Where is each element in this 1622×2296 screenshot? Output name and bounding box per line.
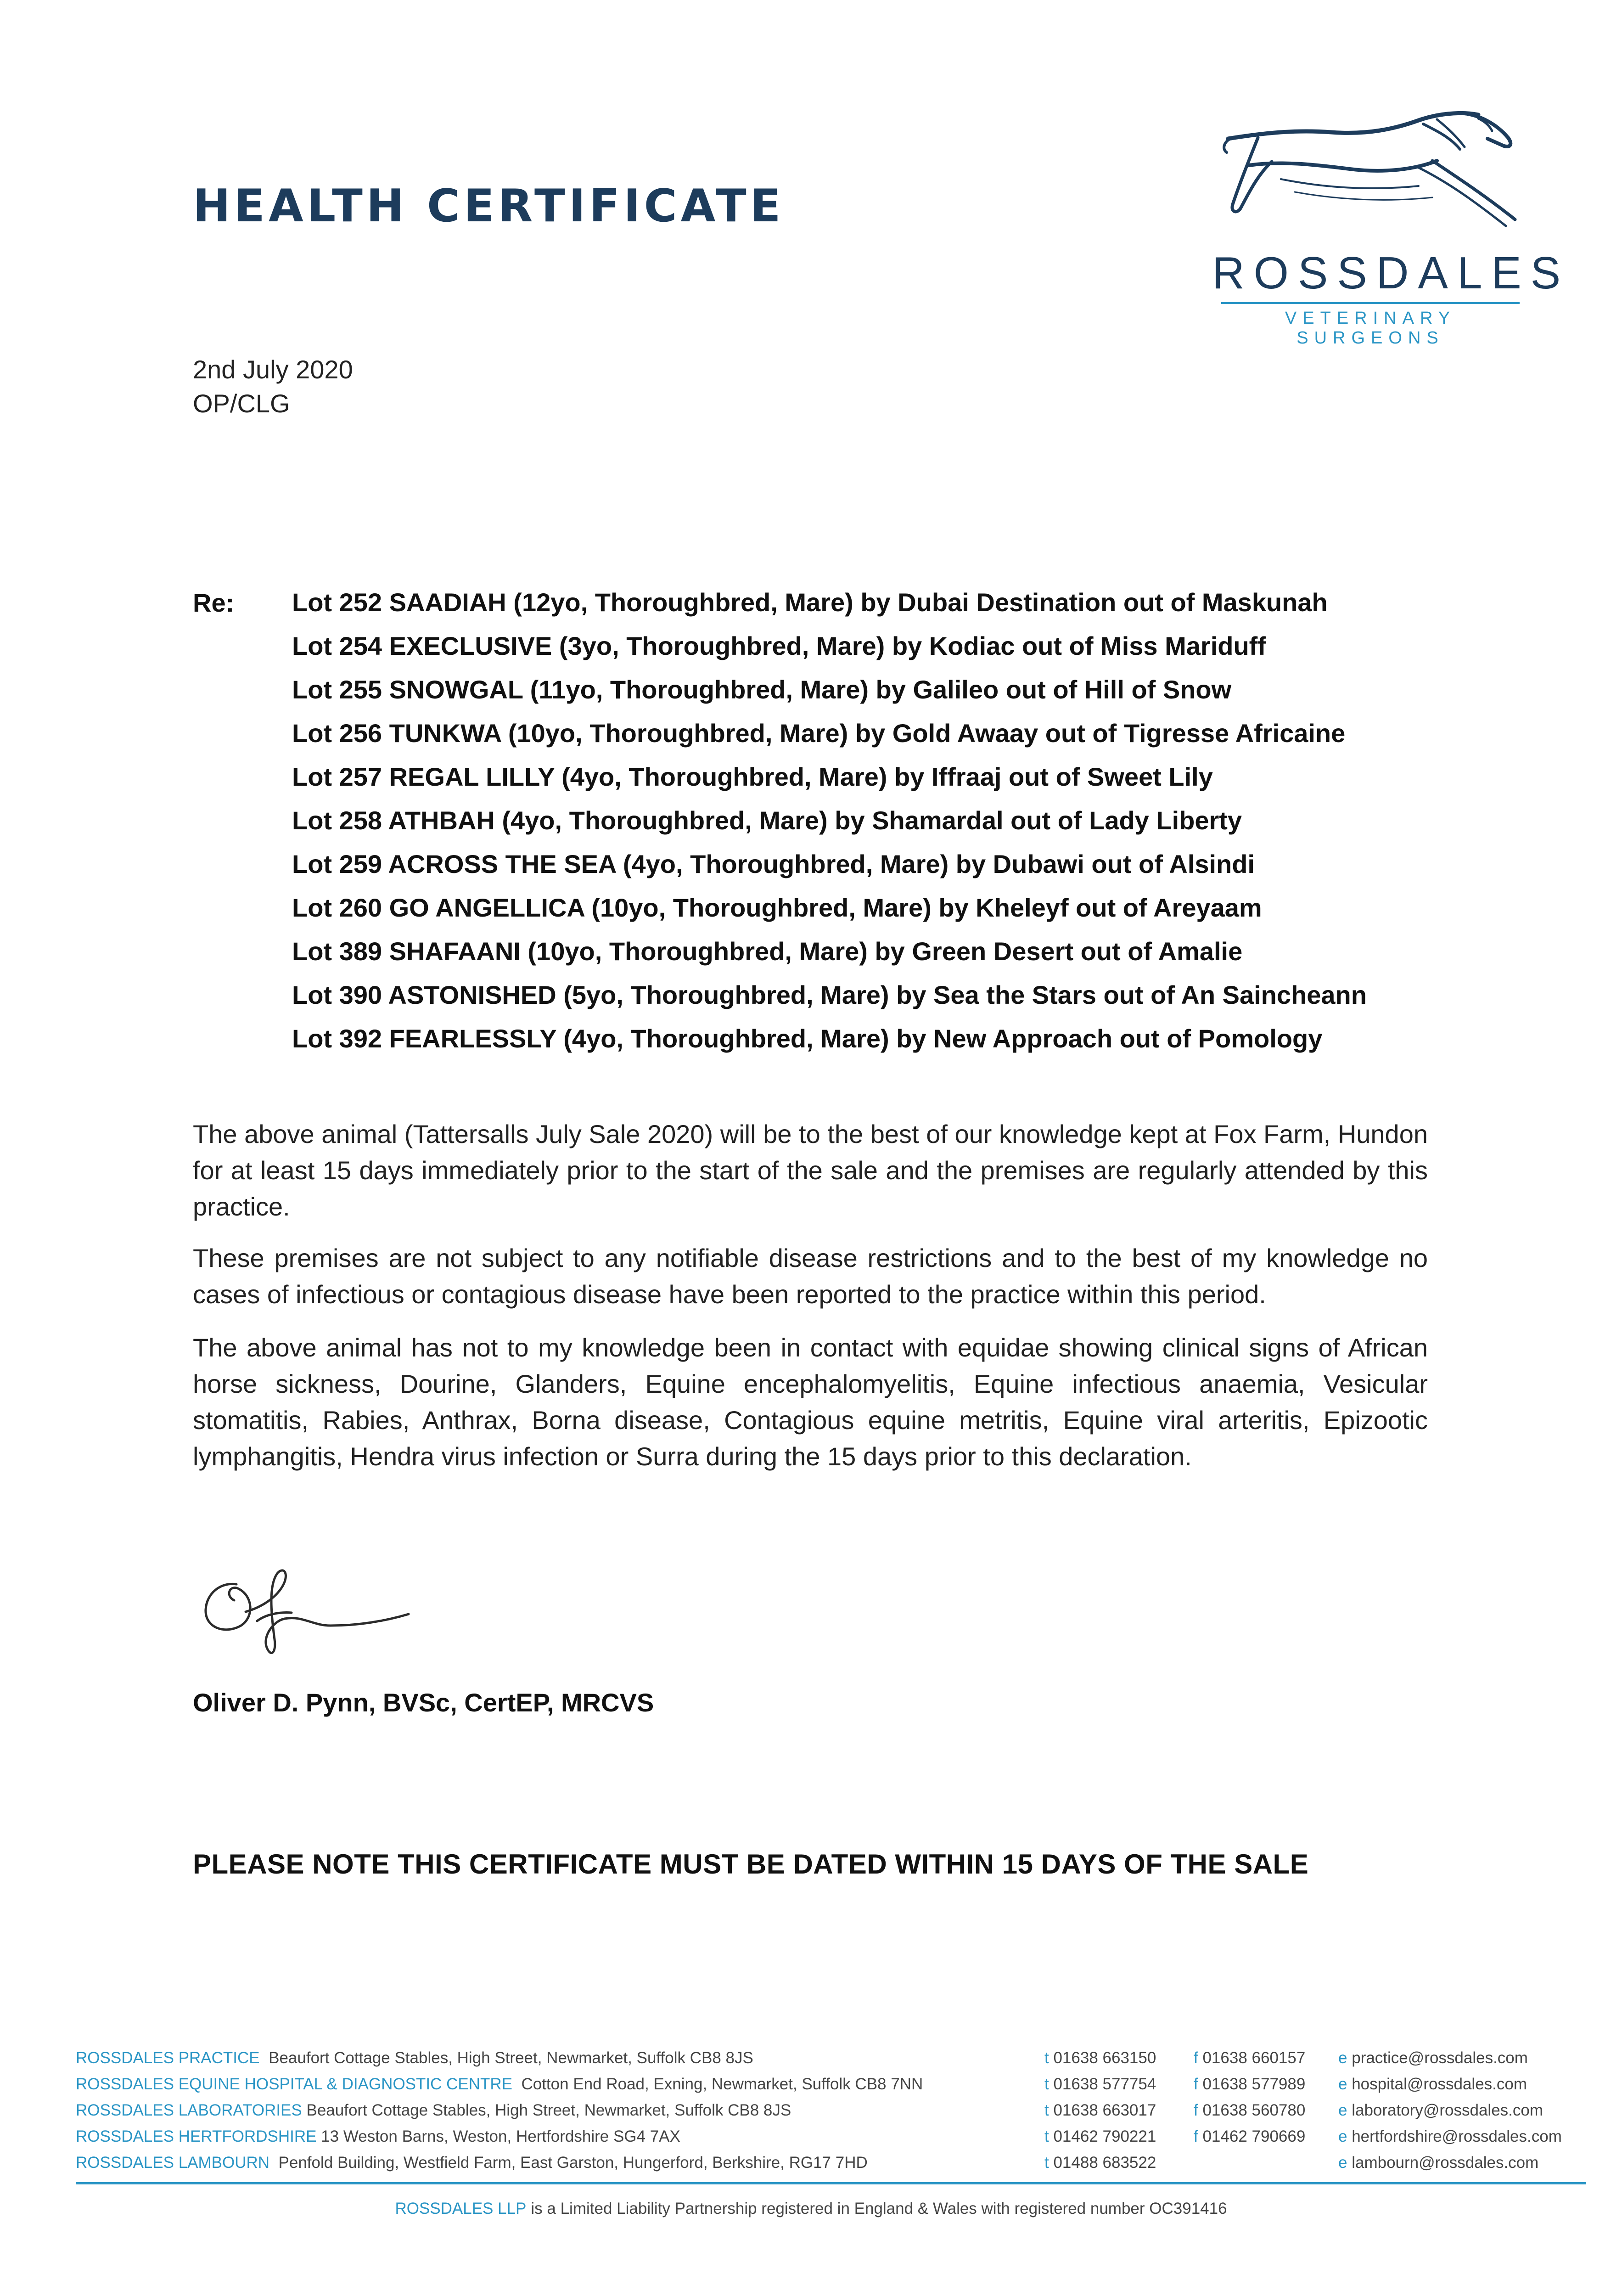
- site-address: Beaufort Cottage Stables, High Street, Newmarket, Suffolk CB8 8JS: [269, 2049, 753, 2067]
- footer-site: [76, 2075, 1044, 2101]
- footer-divider: [76, 2182, 1586, 2184]
- lot-item: Lot 389 SHAFAANI (10yo, Thoroughbred, Mare) by Green Desert out of Amalie: [292, 937, 1243, 966]
- footer-email: e hertfordshire@rossdales.com: [1338, 2127, 1562, 2145]
- footer-row: [76, 2101, 1591, 2127]
- body-paragraph: The above animal has not to my knowledge been in contact with equidae showing clinical signs of African horse sickness, Dourine, Glanders, Equine encephalomyelitis, Equine infectious anaemia, Vesicular stomatitis, Rabies, Anthrax, Borna disease, Contagious equine metritis, Equine viral arteritis, Epizootic lymphangitis, Hendra virus infection or Surra during the 15 days prior to this declaration.: [193, 1333, 1428, 1471]
- footer-row: [76, 2049, 1591, 2075]
- lot-item: Lot 260 GO ANGELLICA (10yo, Thoroughbred, Mare) by Kheleyf out of Areyaam: [292, 893, 1262, 922]
- body-paragraph: The above animal (Tattersalls July Sale 2020) will be to the best of our knowledge kept at Fox Farm, Hundon for at least 15 days immediately prior to the start of the sale and the premises are regularly attended by this practice.: [193, 1120, 1428, 1221]
- footer-site: [76, 2101, 1044, 2127]
- logo-divider: [1221, 302, 1520, 304]
- site-name: ROSSDALES LABORATORIES: [76, 2101, 302, 2119]
- site-name: ROSSDALES LAMBOURN: [76, 2154, 270, 2172]
- page-title: HEALTH CERTIFICATE: [193, 180, 785, 232]
- rossdales-logo: [1212, 110, 1570, 348]
- signer-name: Oliver D. Pynn, BVSc, CertEP, MRCVS: [193, 1688, 654, 1717]
- lot-item: Lot 259 ACROSS THE SEA (4yo, Thoroughbred, Mare) by Dubawi out of Alsindi: [292, 850, 1255, 878]
- lot-item: Lot 255 SNOWGAL (11yo, Thoroughbred, Mare) by Galileo out of Hill of Snow: [292, 675, 1232, 704]
- lot-item: Lot 392 FEARLESSLY (4yo, Thoroughbred, Mare) by New Approach out of Pomology: [292, 1024, 1323, 1053]
- lot-item: Lot 390 ASTONISHED (5yo, Thoroughbred, Mare) by Sea the Stars out of An Saincheann: [292, 980, 1367, 1009]
- footer-email: e hospital@rossdales.com: [1338, 2075, 1527, 2093]
- footer-tel: t 01462 790221: [1044, 2127, 1156, 2145]
- footer-contacts: [76, 2049, 1591, 2180]
- site-address: Penfold Building, Westfield Farm, East Garston, Hungerford, Berkshire, RG17 7HD: [278, 2154, 868, 2172]
- lot-list: [292, 588, 1367, 1068]
- certificate-notice: PLEASE NOTE THIS CERTIFICATE MUST BE DATED WITHIN 15 DAYS OF THE SALE: [193, 1849, 1309, 1880]
- footer-tel: t 01638 663017: [1044, 2101, 1156, 2119]
- footer-email: e practice@rossdales.com: [1338, 2049, 1528, 2067]
- legal-text: is a Limited Liability Partnership registered in England & Wales with registered number OC391416: [531, 2200, 1227, 2217]
- lot-item: Lot 256 TUNKWA (10yo, Thoroughbred, Mare) by Gold Awaay out of Tigresse Africaine: [292, 719, 1346, 748]
- footer-fax: f 01638 560780: [1194, 2101, 1306, 2119]
- footer-site: [76, 2127, 1044, 2154]
- lot-item: Lot 258 ATHBAH (4yo, Thoroughbred, Mare) by Shamardal out of Lady Liberty: [292, 806, 1242, 835]
- footer-email: e lambourn@rossdales.com: [1338, 2154, 1539, 2172]
- legal-name: ROSSDALES LLP: [395, 2200, 527, 2217]
- footer-tel: t 01488 683522: [1044, 2154, 1156, 2172]
- footer-site: [76, 2154, 1044, 2180]
- letter-reference: OP/CLG: [193, 389, 290, 418]
- footer-fax: f 01638 660157: [1194, 2049, 1306, 2067]
- footer-row: [76, 2154, 1591, 2180]
- body-paragraph: These premises are not subject to any notifiable disease restrictions and to the best of my knowledge no cases of infectious or contagious disease have been reported to the practice within this period.: [193, 1244, 1428, 1309]
- footer-site: [76, 2049, 1044, 2075]
- re-label: Re:: [193, 588, 235, 617]
- footer-row: [76, 2127, 1591, 2154]
- footer-tel: t 01638 577754: [1044, 2075, 1156, 2093]
- footer-fax: [1194, 2154, 1338, 2180]
- leaping-horse-icon: [1221, 110, 1524, 248]
- footer-row: [76, 2075, 1591, 2101]
- footer-email: e laboratory@rossdales.com: [1338, 2101, 1543, 2119]
- site-address: Cotton End Road, Exning, Newmarket, Suffolk CB8 7NN: [521, 2075, 923, 2093]
- lot-item: Lot 254 EXECLUSIVE (3yo, Thoroughbred, Mare) by Kodiac out of Miss Mariduff: [292, 631, 1266, 660]
- site-name: ROSSDALES HERTFORDSHIRE: [76, 2127, 317, 2145]
- logo-name: ROSSDALES: [1212, 248, 1570, 298]
- letter-date: 2nd July 2020: [193, 355, 353, 384]
- site-address: Beaufort Cottage Stables, High Street, Newmarket, Suffolk CB8 8JS: [306, 2101, 791, 2119]
- footer-legal: [0, 2200, 1622, 2218]
- handwritten-signature: [193, 1552, 432, 1658]
- lot-item: Lot 252 SAADIAH (12yo, Thoroughbred, Mare) by Dubai Destination out of Maskunah: [292, 588, 1328, 617]
- footer-tel: t 01638 663150: [1044, 2049, 1156, 2067]
- lot-item: Lot 257 REGAL LILLY (4yo, Thoroughbred, Mare) by Iffraaj out of Sweet Lily: [292, 762, 1213, 791]
- site-name: ROSSDALES EQUINE HOSPITAL & DIAGNOSTIC CENTRE: [76, 2075, 513, 2093]
- site-address: 13 Weston Barns, Weston, Hertfordshire SG4 7AX: [321, 2127, 680, 2145]
- logo-subtitle: VETERINARY SURGEONS: [1285, 309, 1456, 348]
- site-name: ROSSDALES PRACTICE: [76, 2049, 260, 2067]
- footer-fax: f 01638 577989: [1194, 2075, 1306, 2093]
- footer-fax: f 01462 790669: [1194, 2127, 1306, 2145]
